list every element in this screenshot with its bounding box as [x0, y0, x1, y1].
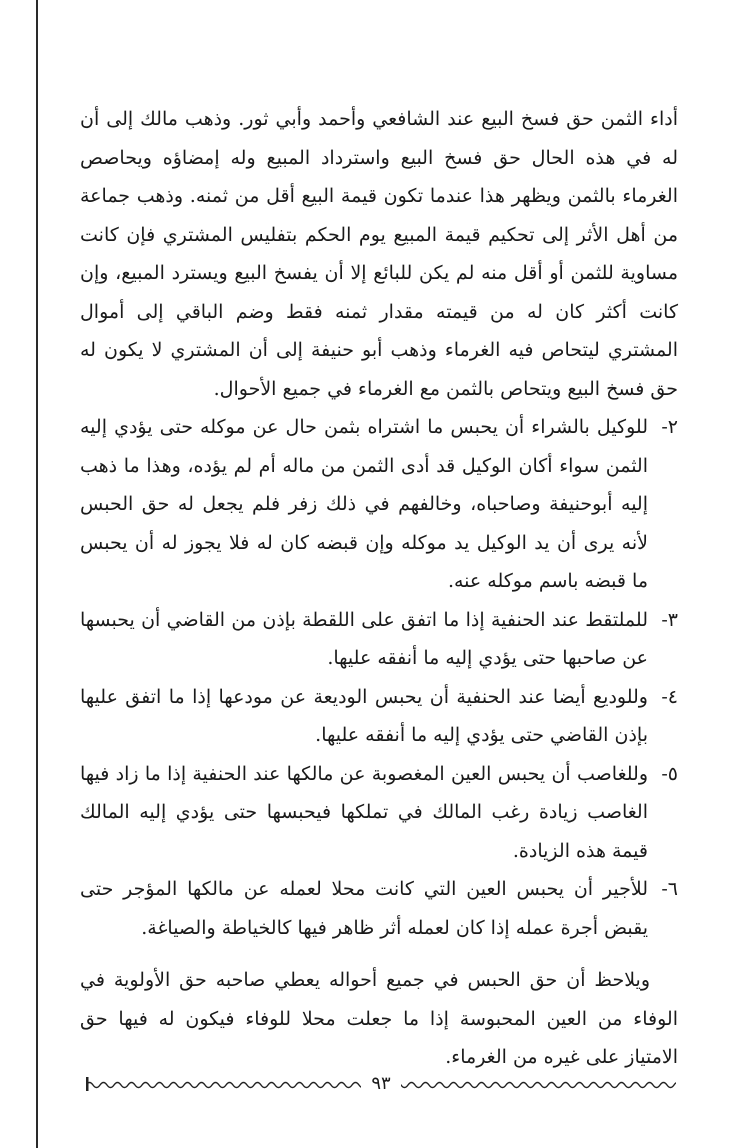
list-item-number: ٣-	[661, 608, 678, 631]
list-item-text: للملتقط عند الحنفية إذا ما اتفق على اللقطة بإذن من القاضي أن يحبسها عن صاحبها حتى يؤدي إليه ما أنفقه عليها.	[80, 608, 648, 669]
page-number	[86, 1072, 676, 1096]
intro-paragraph	[80, 100, 678, 408]
list-item	[80, 678, 678, 755]
page-spine-line	[36, 0, 38, 1148]
list-item	[80, 870, 678, 947]
list-item	[80, 601, 678, 678]
list-item-text: للأجير أن يحبس العين التي كانت محلا لعمله عن مالكها المؤجر حتى يقبض أجرة عمله إذا كان لعمله أثر ظاهر فيها كالخياطة والصياغة.	[80, 878, 648, 939]
page-body	[80, 100, 678, 1077]
list-item-text: وللغاصب أن يحبس العين المغصوبة عن مالكها عند الحنفية إذا ما زاد فيها الغاصب زيادة رغب المالك في تملكها فيحبسها حتى يؤدي إليه المالك قيمة هذه الزيادة.	[80, 762, 648, 862]
list-item-number: ٤-	[661, 685, 678, 708]
list-item	[80, 755, 678, 871]
page-footer	[86, 1072, 676, 1096]
list-item	[80, 408, 678, 601]
numbered-list	[80, 408, 678, 947]
intro-text: أداء الثمن حق فسخ البيع عند الشافعي وأحمد وأبي ثور. وذهب مالك إلى أن له في هذه الحال حق فسخ البيع واسترداد المبيع وله إمضاؤه ويحاصص الغرماء بالثمن ويظهر هذا عندما تكون قيمة البيع أقل من ثمنه. وذهب جماعة من أهل الأثر إلى تحكيم قيمة المبيع يوم الحكم بتفليس المشتري فإن كانت مساوية للثمن أو أقل منه لم يكن للبائع إلا أن يفسخ البيع ويسترد المبيع، وإن كانت أكثر كان له من قيمته مقدار ثمنه فقط وضم الباقي إلى أموال المشتري ليتحاص فيه الغرماء وذهب أبو حنيفة إلى أن المشتري لا يكون له حق فسخ البيع ويتحاص بالثمن مع الغرماء في جميع الأحوال.	[80, 108, 678, 400]
list-item-text: وللوديع أيضا عند الحنفية أن يحبس الوديعة عن مودعها إذا ما اتفق عليها بإذن القاضي حتى يؤدي إليه ما أنفقه عليها.	[80, 685, 648, 746]
list-item-text: للوكيل بالشراء أن يحبس ما اشتراه بثمن حال عن موكله حتى يؤدي إليه الثمن سواء أكان الوكيل قد أدى الثمن من ماله أم لم يؤده، وهذا ما ذهب إليه أبوحنيفة وصاحباه، وخالفهم في ذلك زفر فلم يجعل له حق الحبس لأنه يرى أن يد الوكيل يد موكله وإن قبضه كان له فلا يجوز له أن يحبس ما قبضه باسم موكله عنه.	[80, 416, 648, 592]
page-number-text: ٩٣	[361, 1073, 400, 1094]
closing-paragraph	[80, 961, 678, 1077]
closing-text: ويلاحظ أن حق الحبس في جميع أحواله يعطي صاحبه حق الأولوية في الوفاء من العين المحبوسة إذا ما جعلت محلا للوفاء فيكون له فيها حق الامتياز على غيره من الغرماء.	[80, 969, 678, 1068]
list-item-number: ٢-	[661, 416, 678, 438]
list-item-number: ٦-	[661, 878, 678, 900]
list-item-number: ٥-	[661, 762, 678, 785]
